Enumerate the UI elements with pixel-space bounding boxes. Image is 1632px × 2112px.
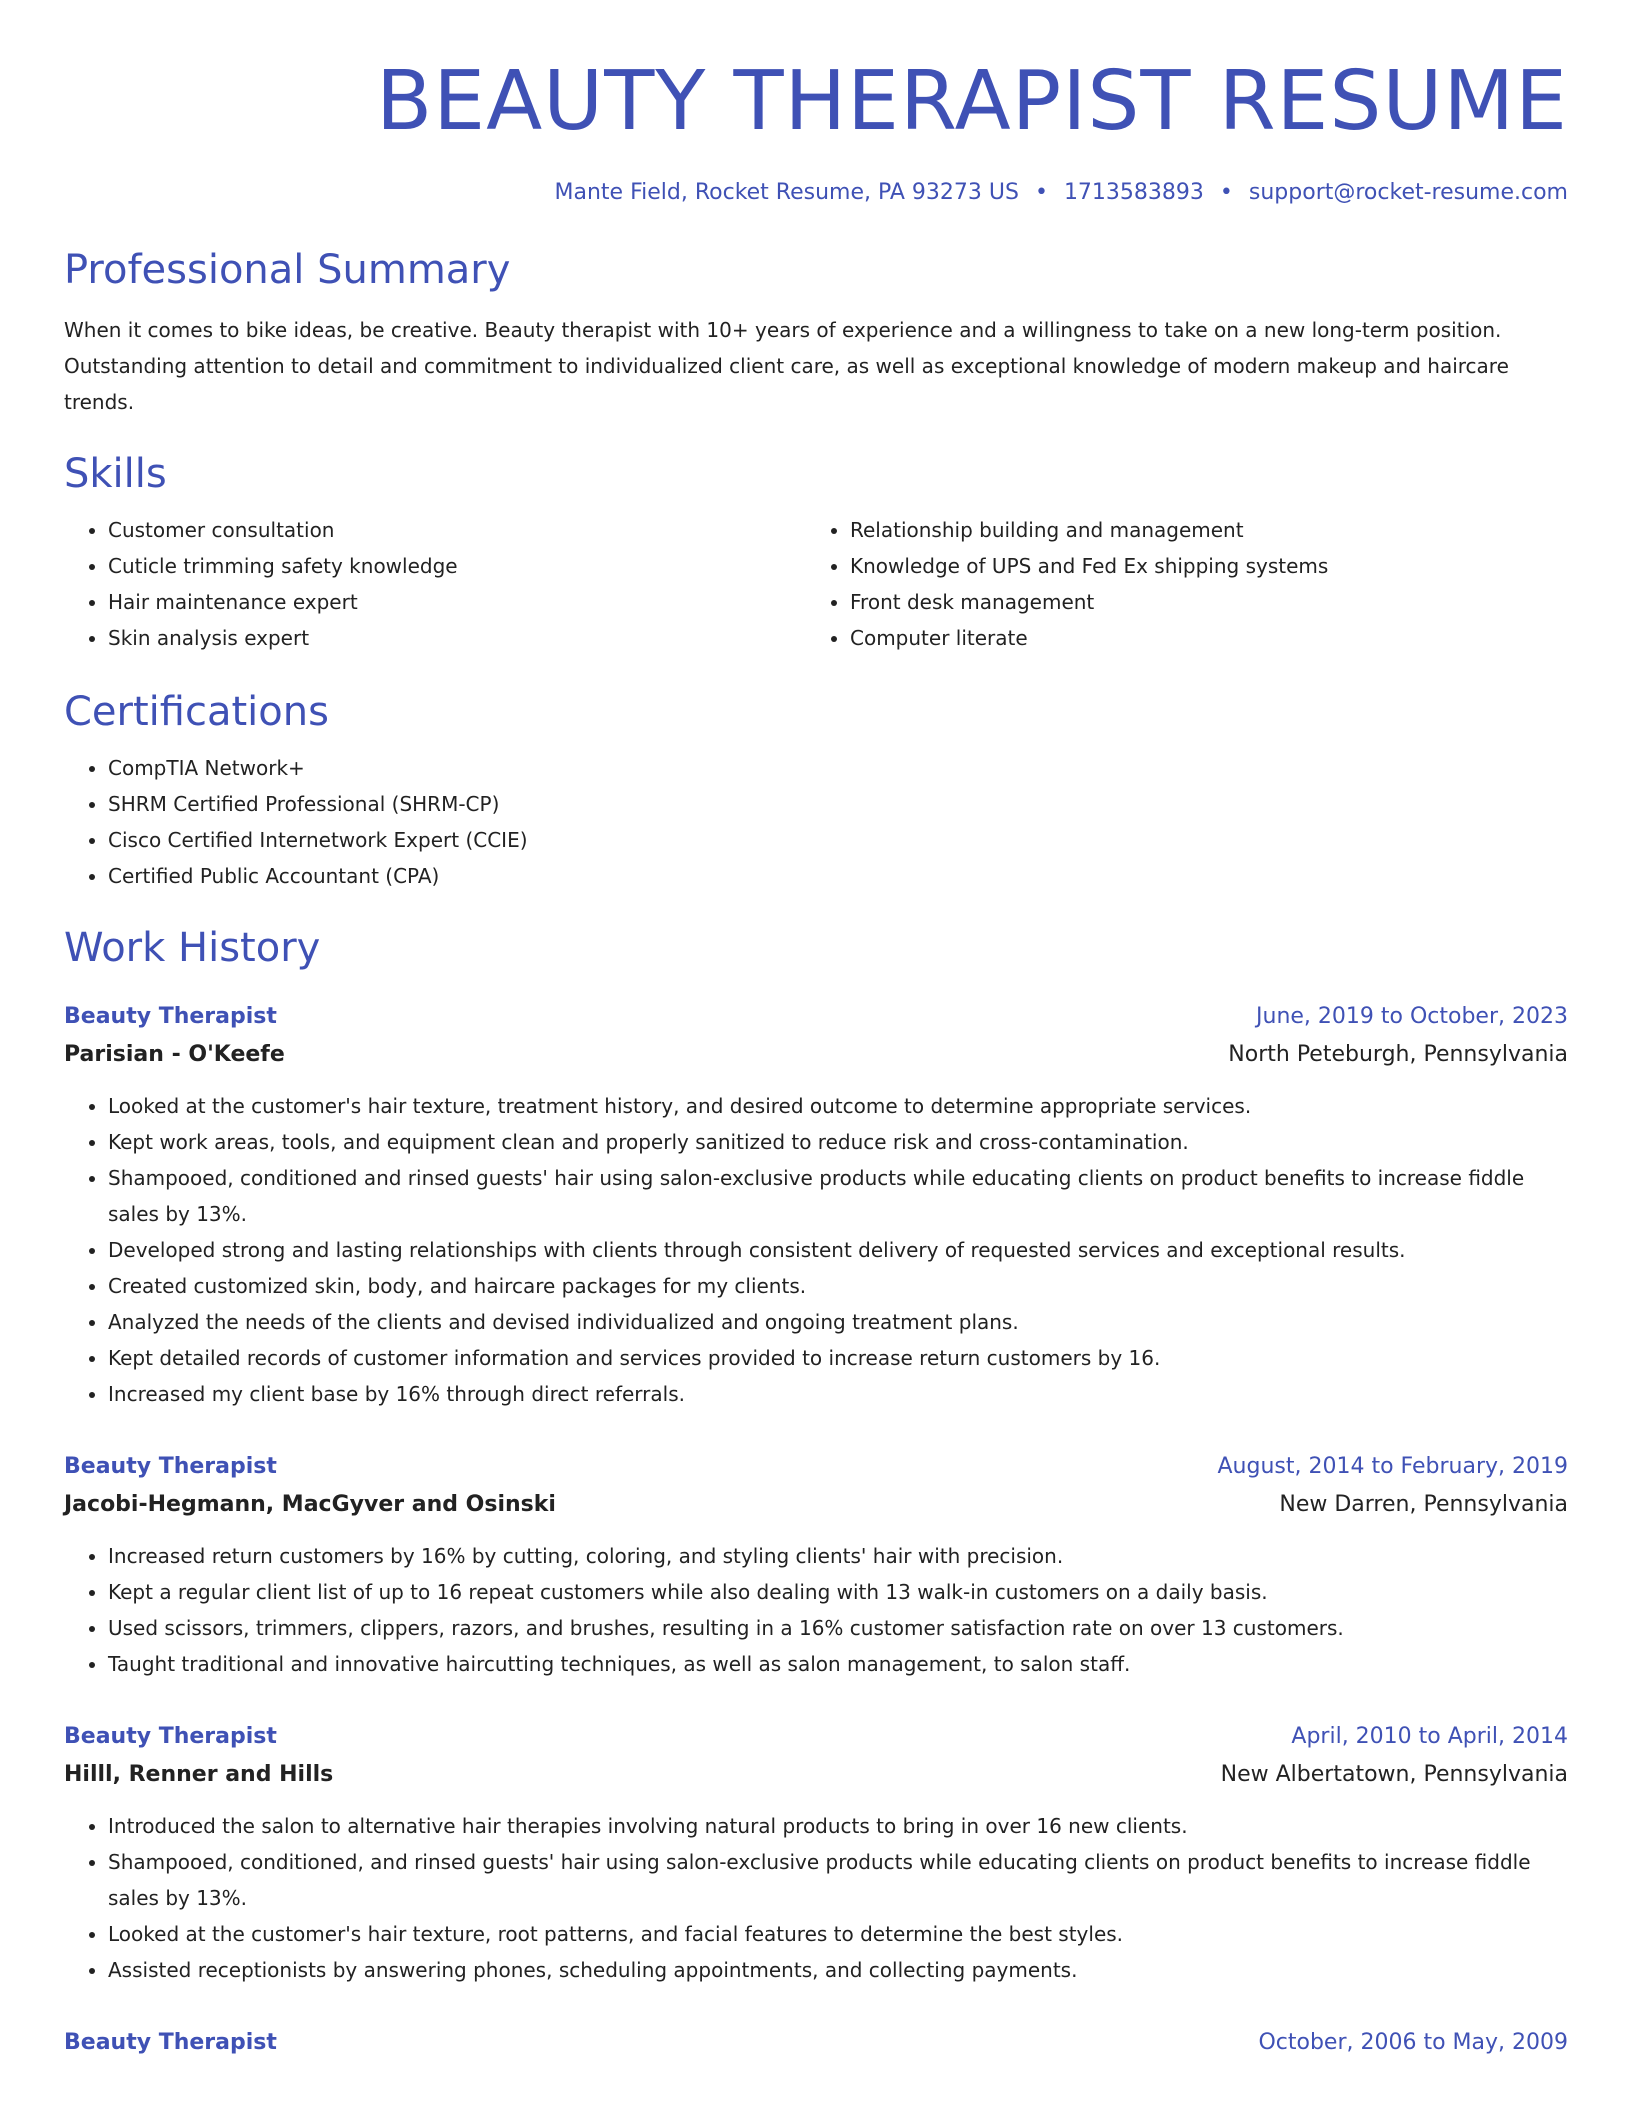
contact-line bbox=[64, 178, 1568, 208]
job-bullet: • Taught traditional and innovative haircutting techniques, as well as salon management, to salon staff. bbox=[108, 1646, 1568, 1682]
certifications-list bbox=[64, 750, 1568, 894]
job-company: Jacobi-Hegmann, MacGyver and Osinski bbox=[64, 1492, 556, 1517]
job-bullet: • Assisted receptionists by answering phones, scheduling appointments, and collecting payments. bbox=[108, 1952, 1568, 1988]
job-dates: June, 2019 to October, 2023 bbox=[1256, 1004, 1568, 1029]
certifications-heading: Certifications bbox=[64, 689, 329, 735]
job-company: Parisian - O'Keefe bbox=[64, 1042, 285, 1067]
work-history-heading: Work History bbox=[64, 925, 321, 971]
skills-heading: Skills bbox=[64, 451, 167, 497]
job-bullet: • Looked at the customer's hair texture, root patterns, and facial features to determine the best styles. bbox=[108, 1916, 1568, 1952]
job-entry bbox=[64, 998, 1568, 1412]
contact-separator: • bbox=[1034, 180, 1048, 205]
job-role: Beauty Therapist bbox=[64, 2030, 277, 2055]
job-entry bbox=[64, 1718, 1568, 1988]
job-role: Beauty Therapist bbox=[64, 1724, 277, 1749]
skill-item: • Knowledge of UPS and Fed Ex shipping systems bbox=[850, 548, 1548, 584]
certification-item: • SHRM Certified Professional (SHRM-CP) bbox=[108, 786, 1568, 822]
job-dates: October, 2006 to May, 2009 bbox=[1258, 2030, 1568, 2055]
job-role: Beauty Therapist bbox=[64, 1454, 277, 1479]
skill-item: • Skin analysis expert bbox=[108, 620, 806, 656]
job-bullet: • Increased my client base by 16% through direct referrals. bbox=[108, 1376, 1568, 1412]
job-bullet: • Created customized skin, body, and haircare packages for my clients. bbox=[108, 1268, 1568, 1304]
job-bullet: • Introduced the salon to alternative hair therapies involving natural products to bring in over 16 new clients. bbox=[108, 1808, 1568, 1844]
skill-item: • Customer consultation bbox=[108, 512, 806, 548]
job-dates: August, 2014 to February, 2019 bbox=[1217, 1454, 1568, 1479]
skills-column-right bbox=[806, 512, 1548, 656]
certification-item: • Cisco Certified Internetwork Expert (CCIE) bbox=[108, 822, 1568, 858]
job-bullet: • Increased return customers by 16% by cutting, coloring, and styling clients' hair with precision. bbox=[108, 1538, 1568, 1574]
skill-item: • Relationship building and management bbox=[850, 512, 1548, 548]
phone: 1713583893 bbox=[1063, 180, 1204, 205]
skill-item: • Computer literate bbox=[850, 620, 1548, 656]
skills-list bbox=[64, 512, 1568, 656]
summary-heading: Professional Summary bbox=[64, 247, 511, 293]
job-bullet: • Developed strong and lasting relationships with clients through consistent delivery of requested services and exceptional results. bbox=[108, 1232, 1568, 1268]
job-location: New Darren, Pennsylvania bbox=[1279, 1492, 1568, 1517]
skill-item: • Front desk management bbox=[850, 584, 1548, 620]
job-bullet: • Looked at the customer's hair texture, treatment history, and desired outcome to determine appropriate services. bbox=[108, 1088, 1568, 1124]
job-bullet: • Kept work areas, tools, and equipment clean and properly sanitized to reduce risk and cross-contamination. bbox=[108, 1124, 1568, 1160]
certification-item: • Certified Public Accountant (CPA) bbox=[108, 858, 1568, 894]
job-bullet: • Used scissors, trimmers, clippers, razors, and brushes, resulting in a 16% customer satisfaction rate on over 13 customers. bbox=[108, 1610, 1568, 1646]
job-company: Hilll, Renner and Hills bbox=[64, 1762, 334, 1787]
certification-item: • CompTIA Network+ bbox=[108, 750, 1568, 786]
job-dates: April, 2010 to April, 2014 bbox=[1291, 1724, 1568, 1749]
job-location: New Albertatown, Pennsylvania bbox=[1220, 1762, 1568, 1787]
job-bullet: • Shampooed, conditioned, and rinsed guests' hair using salon-exclusive products while educating clients on product benefits to increase fiddle sales by 13%. bbox=[108, 1844, 1568, 1916]
contact-separator: • bbox=[1219, 180, 1233, 205]
job-role: Beauty Therapist bbox=[64, 1004, 277, 1029]
job-entry bbox=[64, 1448, 1568, 1682]
job-bullet: • Kept detailed records of customer information and services provided to increase return customers by 16. bbox=[108, 1340, 1568, 1376]
job-location: North Peteburgh, Pennsylvania bbox=[1228, 1042, 1568, 1067]
skill-item: • Hair maintenance expert bbox=[108, 584, 806, 620]
job-bullet: • Analyzed the needs of the clients and devised individualized and ongoing treatment plans. bbox=[108, 1304, 1568, 1340]
summary-text: When it comes to bike ideas, be creative. Beauty therapist with 10+ years of experience and a willingness to take on a new long-term position. Outstanding attention to detail and commitment to individualized client care, as well as exceptional knowledge of modern makeup and haircare trends. bbox=[64, 318, 1509, 414]
job-bullet: • Kept a regular client list of up to 16 repeat customers while also dealing with 13 walk-in customers on a daily basis. bbox=[108, 1574, 1568, 1610]
skills-column-left bbox=[64, 512, 806, 656]
address: Mante Field, Rocket Resume, PA 93273 US bbox=[554, 180, 1019, 205]
job-entry bbox=[64, 2024, 1568, 2062]
resume-page bbox=[64, 0, 1568, 2062]
email: support@rocket-resume.com bbox=[1248, 180, 1568, 205]
skill-item: • Cuticle trimming safety knowledge bbox=[108, 548, 806, 584]
job-bullet: • Shampooed, conditioned and rinsed guests' hair using salon-exclusive products while educating clients on product benefits to increase fiddle sales by 13%. bbox=[108, 1160, 1568, 1232]
resume-title: BEAUTY THERAPIST RESUME bbox=[376, 54, 1568, 149]
